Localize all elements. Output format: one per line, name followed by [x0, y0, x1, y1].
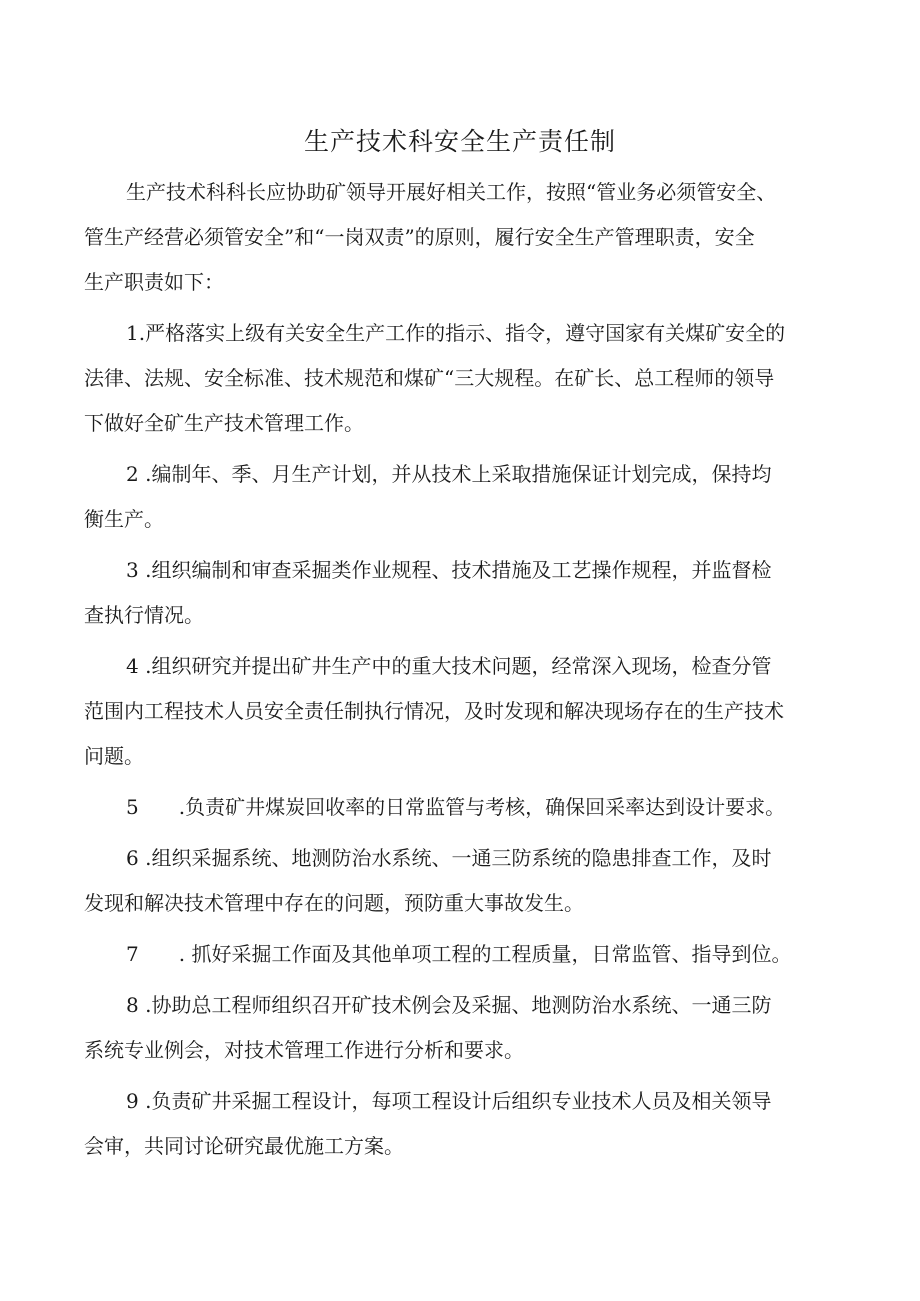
duty-item-1: [84, 311, 840, 446]
paragraph-line: 9 .负责矿井采掘工程设计，每项工程设计后组织专业技术人员及相关领导: [126, 1089, 772, 1113]
duty-item-5: [84, 785, 840, 830]
duty-item-2: [84, 452, 840, 542]
paragraph-line: 生产技术科科长应协助矿领导开展好相关工作，按照“管业务必须管安全、: [126, 180, 777, 204]
paragraph-line: 2 .编制年、季、月生产计划，并从技术上采取措施保证计划完成，保持均: [126, 462, 772, 486]
duty-item-3: [84, 548, 840, 638]
duty-item-4: [84, 644, 840, 779]
paragraph-line: 法律、法规、安全标准、技术规范和煤矿“三大规程。在矿长、总工程师的领导: [84, 366, 775, 390]
intro-paragraph: [84, 170, 840, 305]
paragraph-line: 1.严格落实上级有关安全生产工作的指示、指令，遵守国家有关煤矿安全的: [126, 321, 786, 345]
paragraph-line: 8 .协助总工程师组织召开矿技术例会及采掘、地测防治水系统、一通三防: [126, 993, 772, 1017]
paragraph-line: 发现和解决技术管理中存在的问题，预防重大事故发生。: [84, 891, 584, 915]
duty-item-8: [84, 983, 840, 1073]
duty-item-9: [84, 1079, 840, 1169]
paragraph-line: 范围内工程技术人员安全责任制执行情况，及时发现和解决现场存在的生产技术: [84, 699, 784, 723]
paragraph-line: 查执行情况。: [84, 603, 204, 627]
document-body: [84, 170, 840, 1175]
paragraph-line: 会审，共同讨论研究最优施工方案。: [84, 1134, 404, 1158]
paragraph-line: 管生产经营必须管安全”和“一岗双责”的原则，履行安全生产管理职责，安全: [84, 225, 755, 249]
paragraph-line: 5 .负责矿井煤炭回收率的日常监管与考核，确保回采率达到设计要求。: [126, 795, 786, 819]
duty-item-7: [84, 932, 840, 977]
paragraph-line: 6 .组织采掘系统、地测防治水系统、一通三防系统的隐患排查工作，及时: [126, 846, 772, 870]
paragraph-line: 3 .组织编制和审查采掘类作业规程、技术措施及工艺操作规程，并监督检: [126, 558, 772, 582]
paragraph-line: 系统专业例会，对技术管理工作进行分析和要求。: [84, 1038, 524, 1062]
paragraph-line: 4 .组织研究并提出矿井生产中的重大技术问题，经常深入现场，检查分管: [126, 654, 772, 678]
paragraph-line: 衡生产。: [84, 507, 164, 531]
paragraph-line: 7 . 抓好采掘工作面及其他单项工程的工程质量，日常监管、指导到位。: [126, 942, 792, 966]
paragraph-line: 问题。: [84, 744, 144, 768]
paragraph-line: 生产职责如下：: [84, 270, 224, 294]
document-title: 生产技术科安全生产责任制: [303, 127, 616, 156]
duty-item-6: [84, 836, 840, 926]
paragraph-line: 下做好全矿生产技术管理工作。: [84, 411, 364, 435]
